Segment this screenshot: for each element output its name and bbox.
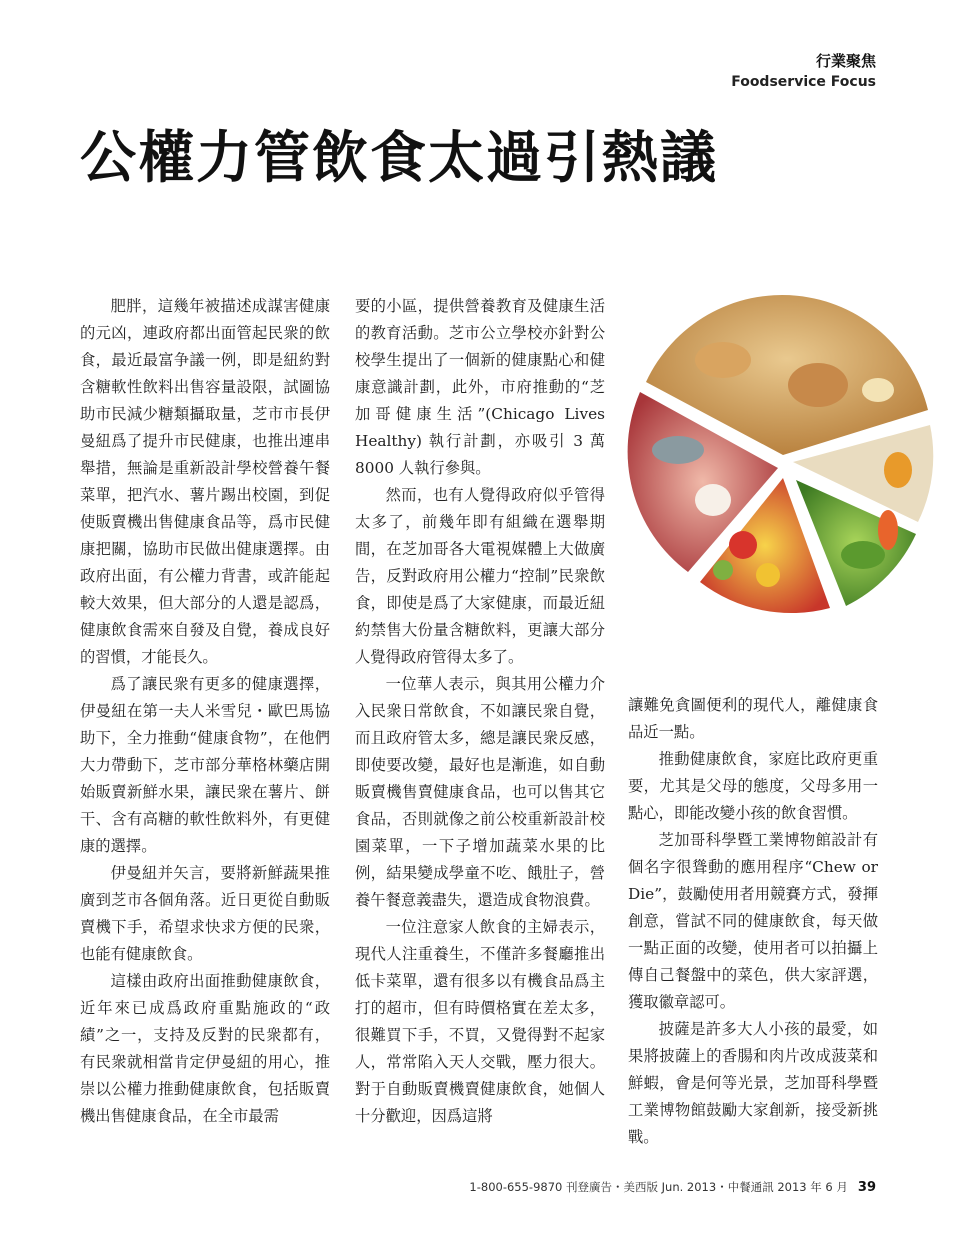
paragraph: 伊曼紐并矢言，要將新鮮蔬果推廣到芝市各個角落。近日更從自動販賣機下手，希望求快求方便的民衆，也能有健康飲食。 <box>80 864 330 963</box>
article-title: 公權力管飲食太過引熱議 <box>80 125 718 191</box>
paragraph: 披薩是許多大人小孩的最愛，如果將披薩上的香腸和肉片改成菠菜和鮮蝦，會是何等光景，芝加哥科學暨工業博物館鼓勵大家創新，接受新挑戰。 <box>628 1020 878 1146</box>
paragraph: 讓難免貪圖便利的現代人，離健康食品近一點。 <box>628 696 878 741</box>
paragraph: 爲了讓民衆有更多的健康選擇，伊曼紐在第一夫人米雪兒・歐巴馬協助下，全力推動“健康食物”，在他們大力帶動下，芝市部分華格林藥店開始販賣新鮮水果，讓民衆在薯片、餅干、含有高糖的軟性飲料外，有更健康的選擇。 <box>80 675 330 855</box>
page-footer <box>469 1179 876 1195</box>
paragraph: 這樣由政府出面推動健康飲食，近年來已成爲政府重點施政的“政績”之一，支持及反對的民衆都有，有民衆就相當肯定伊曼紐的用心，推崇以公權力推動健康飲食，包括販賣機出售健康食品，在全市最需 <box>80 972 330 1125</box>
paragraph: 推動健康飲食，家庭比政府更重要，尤其是父母的態度，父母多用一點心，即能改變小孩的飲食習慣。 <box>628 750 878 822</box>
paragraph: 一位華人表示，與其用公權力介入民衆日常飲食，不如讓民衆自覺，而且政府管太多，總是讓民衆反感，即使要改變，最好也是漸進，如自動販賣機售賣健康食品，也可以售其它食品，否則就像之前公校重新設計校園菜單，一下子增加蔬菜水果的比例，結果變成學童不吃、餓肚子，營養午餐意義盡失，還造成食物浪費。 <box>355 675 605 909</box>
food-groups-pie-image <box>618 290 948 620</box>
article-column-1 <box>80 293 330 1130</box>
article-column-3 <box>628 692 878 1151</box>
section-label: 行業聚焦 <box>815 52 876 70</box>
footer-text: 1-800-655-9870 刊登廣告・美西版 Jun. 2013・中餐通訊 2013 年 6 月 <box>469 1180 848 1194</box>
section-label-english: Foodservice Focus <box>731 74 876 90</box>
paragraph: 肥胖，這幾年被描述成謀害健康的元凶，連政府都出面管起民衆的飲食，最近最富争議一例，即是紐約對含糖軟性飲料出售容量設限，試圖協助市民減少糖類攝取量，芝市市長伊曼紐爲了提升市民健康，也推出連串舉措，無論是重新設計學校營養午餐菜單，把汽水、薯片踢出校園，到促使販賣機出售健康食品等，爲市民健康把關，協助市民做出健康選擇。由政府出面，有公權力背書，或許能起較大效果，但大部分的人還是認爲，健康飲食需來自發及自覺，養成良好的習慣，才能長久。 <box>80 297 330 666</box>
page-number: 39 <box>857 1180 876 1195</box>
paragraph: 芝加哥科學暨工業博物館設計有個名字很聳動的應用程序“Chew or Die”，鼓勵使用者用競賽方式，發揮創意，嘗試不同的健康飲食，每天做一點正面的改變，使用者可以拍攝上傳自己餐盤中的菜色，供大家評選，獲取徽章認可。 <box>628 831 878 1011</box>
paragraph: 然而，也有人覺得政府似乎管得太多了，前幾年即有組織在選舉期間，在芝加哥各大電視媒體上大做廣告，反對政府用公權力“控制”民衆飲食，即使是爲了大家健康，而最近紐約禁售大份量含糖飲料，更讓大部分人覺得政府管得太多了。 <box>355 486 605 666</box>
paragraph: 一位注意家人飲食的主婦表示，現代人注重養生，不僅許多餐廳推出低卡菜單，還有很多以有機食品爲主打的超市，但有時價格實在差太多，很難買下手，不買，又覺得對不起家人，常常陷入天人交戰，壓力很大。對于自動販賣機賣健康飲食，她個人十分歡迎，因爲這將 <box>355 918 605 1125</box>
paragraph: 要的小區，提供營養教育及健康生活的教育活動。芝市公立學校亦針對公校學生提出了一個新的健康點心和健康意識計劃，此外，市府推動的“芝加哥健康生活”(Chicago Lives Healthy) 執行計劃，亦吸引 3 萬 8000 人執行參與。 <box>355 297 605 477</box>
article-column-2 <box>355 293 605 1130</box>
